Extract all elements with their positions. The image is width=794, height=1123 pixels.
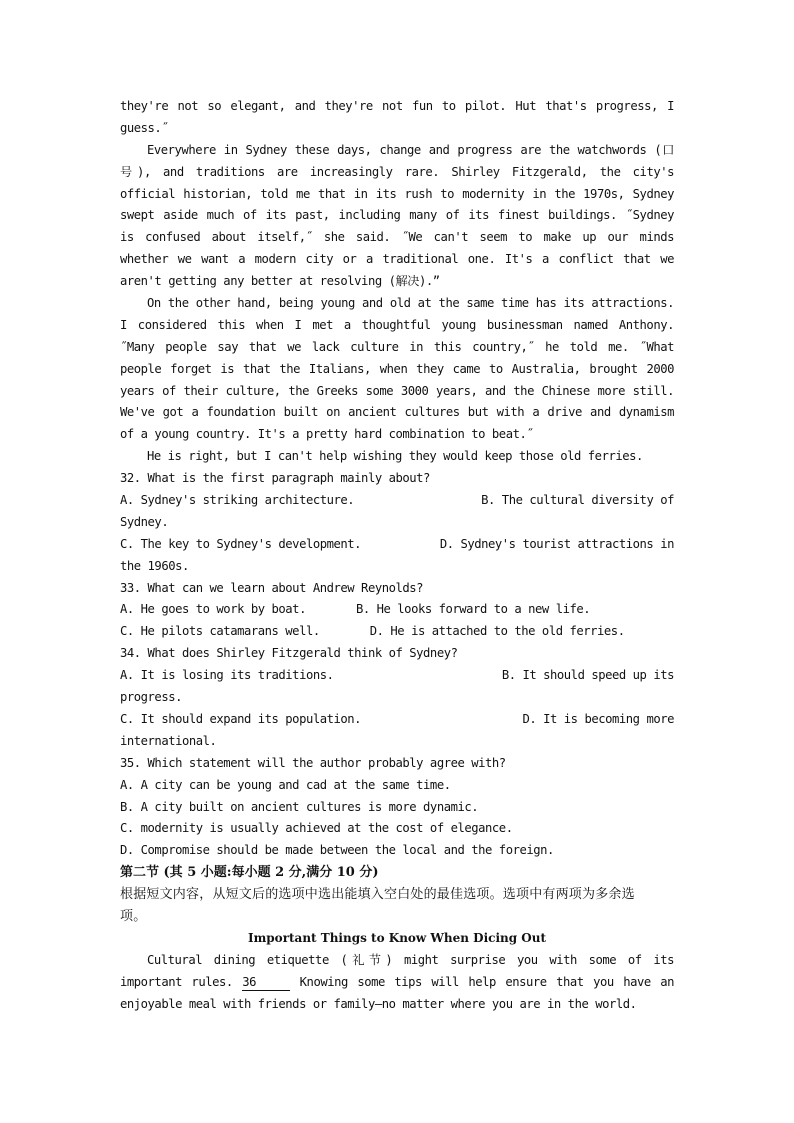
passage-line: they're not so elegant, and they're not fun to pilot. Hut that's progress, I: [120, 99, 674, 113]
article-line: enjoyable meal with friends or family—no matter where you are in the world.: [120, 996, 637, 1011]
option-d: D. Sydney's tourist attractions in: [439, 536, 674, 551]
option-b-continued: Sydney.: [120, 514, 169, 529]
question-33-options-ab: [120, 599, 674, 621]
option-b: B. A city built on ancient cultures is more dynamic.: [120, 799, 479, 814]
passage-line: swept aside much of its past, including many of its finest buildings. ˝Sydney: [120, 208, 674, 223]
passage-line: of a young country. It's a pretty hard combination to beat.˝: [120, 427, 534, 442]
instruction-line: 根据短文内容，从短文后的选项中选出能填入空白处的最佳选项。选项中有两项为多余选: [120, 887, 635, 903]
option-c: C. He pilots catamarans well.: [120, 624, 320, 639]
question-stem-33: 33. What can we learn about Andrew Reynolds?: [120, 580, 424, 595]
article-line: Cultural dining etiquette (礼节) might surprise you with some of its: [147, 952, 674, 967]
passage-line: aren't getting any better at resolving (解决).”: [120, 274, 440, 289]
article-line: [120, 972, 674, 994]
question-stem-35: 35. Which statement will the author probably agree with?: [120, 755, 506, 770]
option-d-continued: international.: [120, 733, 217, 748]
option-d: D. Compromise should be made between the local and the foreign.: [120, 843, 554, 858]
instruction-line: 项。: [120, 908, 147, 924]
option-c: C. It should expand its population.: [120, 711, 362, 726]
passage-line: I considered this when I met a thoughtful young businessman named Anthony.: [120, 317, 674, 332]
option-a: A. Sydney's striking architecture.: [120, 493, 355, 508]
passage-line: whether we want a modern city or a traditional one. It's a conflict that we: [120, 252, 674, 267]
section-instruction: [120, 884, 674, 928]
option-a: A. It is losing its traditions.: [120, 668, 334, 683]
blank-36: 36: [242, 975, 290, 991]
passage-line: On the other hand, being young and old at the same time has its attractions.: [147, 296, 674, 311]
question-34-options-cd: [120, 709, 674, 731]
article-text: Knowing some tips will help ensure that you have an: [290, 974, 674, 989]
option-c: C. modernity is usually achieved at the cost of elegance.: [120, 821, 513, 836]
document-page: [120, 96, 674, 1015]
passage-line: 号), and traditions are increasingly rare. Shirley Fitzgerald, the city's: [120, 164, 674, 179]
option-b: B. It should speed up its: [501, 668, 674, 683]
option-d-continued: the 1960s.: [120, 558, 189, 573]
option-c: C. The key to Sydney's development.: [120, 536, 362, 551]
passage-line: He is right, but I can't help wishing they would keep those old ferries.: [147, 449, 643, 464]
section-title: 第二节 (其 5 小题:每小题 2 分,满分 10 分): [120, 865, 379, 881]
article-title: Important Things to Know When Dicing Out: [247, 930, 547, 945]
option-b-continued: progress.: [120, 690, 182, 705]
option-a: A. A city can be young and cad at the same time.: [120, 777, 451, 792]
question-34-options-ab: [120, 665, 674, 687]
question-33-options-cd: [120, 621, 674, 643]
option-b: B. He looks forward to a new life.: [355, 602, 591, 617]
passage-line: official historian, told me that in its rush to modernity in the 1970s, Sydney: [120, 186, 674, 201]
passage-line: ˝Many people say that we lack culture in this country,˝ he told me. ˝What: [120, 339, 674, 354]
passage-line: people forget is that the Italians, when they came to Australia, brought 2000: [120, 361, 674, 376]
question-stem-32: 32. What is the first paragraph mainly about?: [120, 471, 430, 486]
passage-line: We've got a foundation built on ancient cultures but with a drive and dynamism: [120, 405, 674, 420]
article-text: important rules.: [120, 974, 243, 989]
passage-line: years of their culture, the Greeks some 3000 years, and the Chinese more still.: [120, 383, 674, 398]
option-d: D. He is attached to the old ferries.: [369, 624, 625, 639]
option-a: A. He goes to work by boat.: [120, 602, 306, 617]
question-32-options-ab: [120, 490, 674, 512]
option-d: D. It is becoming more: [522, 711, 674, 726]
option-b: B. The cultural diversity of: [481, 493, 674, 508]
passage-line: is confused about itself,˝ she said. ˝We can't seem to make up our minds: [120, 230, 674, 245]
question-stem-34: 34. What does Shirley Fitzgerald think of Sydney?: [120, 646, 458, 661]
passage-line: guess.˝: [120, 120, 169, 135]
passage-line: Everywhere in Sydney these days, change and progress are the watchwords (口: [147, 142, 674, 157]
question-32-options-cd: [120, 534, 674, 556]
